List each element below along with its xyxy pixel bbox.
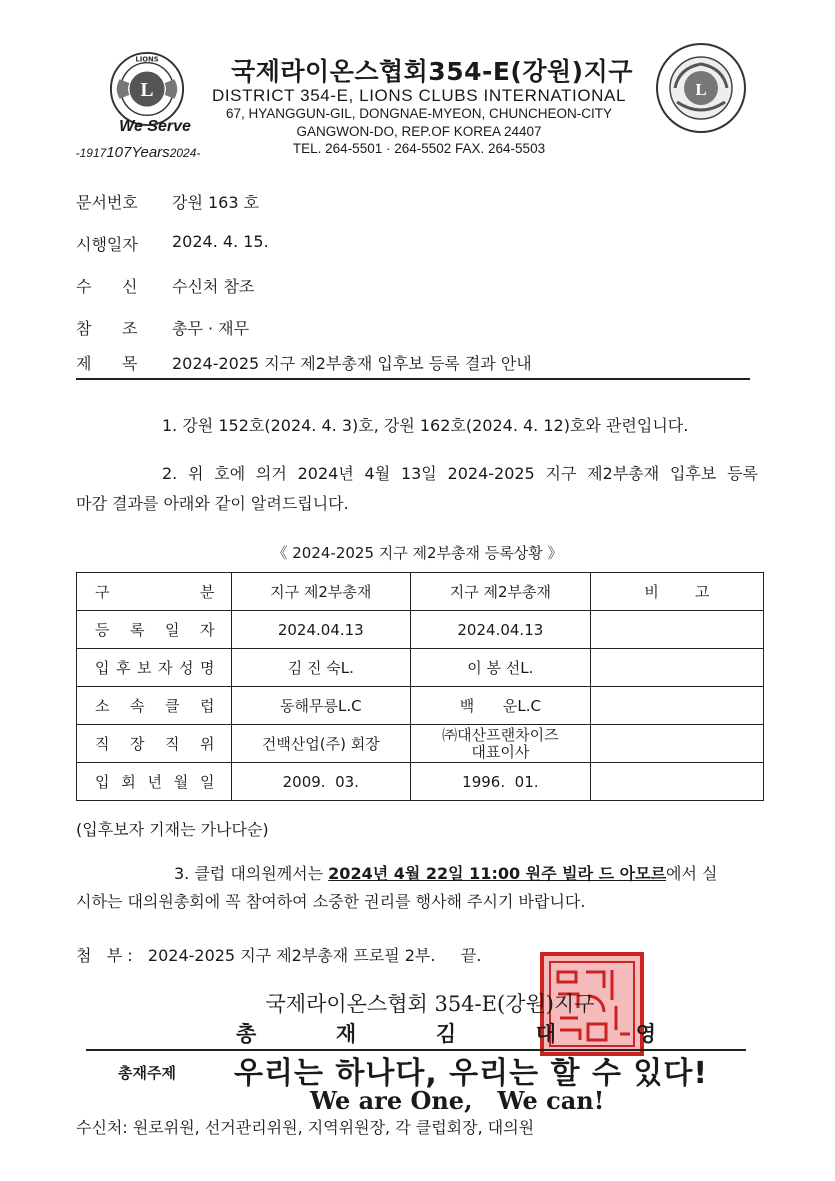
cell-remarks <box>590 649 763 687</box>
cell-value: 동해무릉L.C <box>231 687 411 725</box>
cell-value: 1996. 01. <box>411 763 591 801</box>
lions-logo-icon <box>108 50 186 128</box>
years-badge: -1917107Years2024- <box>75 144 201 161</box>
motto-korean: 우리는 하나다, 우리는 할 수 있다! <box>234 1056 709 1091</box>
attachment-line: 첨 부 : 2024-2025 지구 제2부총재 프로필 2부. 끝. <box>76 946 482 965</box>
org-title-english: DISTRICT 354-E, LIONS CLUBS INTERNATIONAL <box>211 86 627 105</box>
motto-english: We are One, We can! <box>310 1086 605 1115</box>
org-title-korean: 국제라이온스협회354-E(강원)지구 <box>231 57 633 86</box>
doc-number-value: 강원 163 호 <box>172 193 260 212</box>
table-row <box>77 611 764 649</box>
table-note: (입후보자 기재는 가나다순) <box>76 820 269 839</box>
motto-label: 총재주제 <box>118 1064 176 1082</box>
doc-number-label: 문서번호 <box>76 193 138 212</box>
cell-remarks <box>590 611 763 649</box>
reference-value: 총무 · 재무 <box>172 319 250 338</box>
reference-label: 참 조 <box>76 319 138 338</box>
svg-text:L: L <box>140 79 154 101</box>
address-line-1: 67, HYANGGUN-GIL, DONGNAE-MYEON, CHUNCHEON-CITY <box>225 106 613 121</box>
header-category: 구 분 <box>95 583 215 601</box>
cell-value: 이 봉 선L. <box>411 649 591 687</box>
recipient-label: 수 신 <box>76 277 138 296</box>
table-row <box>77 687 764 725</box>
meeting-details: 2024년 4월 22일 11:00 원주 빌라 드 아모르 <box>328 864 667 883</box>
header-candidate-1: 지구 제2부총재 <box>231 573 411 611</box>
header-remarks: 비 고 <box>644 583 710 601</box>
paragraph-3-line-1: 3. 클럽 대의원께서는 2024년 4월 22일 11:00 원주 빌라 드 아모르에서 실 <box>174 864 718 883</box>
table-row <box>77 725 764 763</box>
subject-divider <box>76 378 750 380</box>
table-header-row <box>77 573 764 611</box>
paragraph-2-line-1: 2. 위 호에 의거 2024년 4월 13일 2024-2025 지구 제2부총재 입후보 등록 <box>162 464 758 483</box>
cell-remarks <box>590 763 763 801</box>
recipients-list: 수신처: 원로위원, 선거관리위원, 지역위원장, 각 클럽회장, 대의원 <box>76 1118 535 1137</box>
header-candidate-2: 지구 제2부총재 <box>411 573 591 611</box>
paragraph-1: 1. 강원 152호(2024. 4. 3)호, 강원 162호(2024. 4. 12)호와 관련입니다. <box>162 416 689 435</box>
subject-value: 2024-2025 지구 제2부총재 입후보 등록 결과 안내 <box>172 354 532 373</box>
district-emblem-icon <box>655 42 747 134</box>
issue-date-value: 2024. 4. 15. <box>172 232 269 251</box>
recipient-value: 수신처 참조 <box>172 277 255 296</box>
table-caption: 《 2024-2025 지구 제2부총재 등록상황 》 <box>272 544 563 562</box>
address-line-2: GANGWON-DO, REP.OF KOREA 24407 <box>296 124 542 139</box>
cell-remarks <box>590 725 763 763</box>
cell-value: 2024.04.13 <box>411 611 591 649</box>
signature-governor-name: 총 재 김 대 영 <box>236 1021 656 1046</box>
we-serve-slogan: We Serve <box>119 118 191 135</box>
cell-value: 김 진 숙L. <box>231 649 411 687</box>
signature-organization: 국제라이온스협회 354-E(강원)지구 <box>265 992 595 1016</box>
cell-value: 건백산업(주) 회장 <box>231 725 411 763</box>
cell-value: 백 운L.C <box>411 687 591 725</box>
row-label-join-date: 입 회 년 월 일 <box>95 773 215 791</box>
svg-text:L: L <box>695 80 707 99</box>
subject-label: 제 목 <box>76 354 138 373</box>
row-label-registration-date: 등 록 일 자 <box>95 621 215 639</box>
cell-remarks <box>590 687 763 725</box>
registration-status-table <box>76 572 764 801</box>
paragraph-2-line-2: 마감 결과를 아래와 같이 알려드립니다. <box>76 494 349 513</box>
cell-value: 2024.04.13 <box>231 611 411 649</box>
cell-value: 2009. 03. <box>231 763 411 801</box>
row-label-candidate-name: 입 후 보 자 성 명 <box>95 659 215 677</box>
paragraph-3-line-2: 시하는 대의원총회에 꼭 참여하여 소중한 권리를 행사해 주시기 바랍니다. <box>76 892 586 911</box>
issue-date-label: 시행일자 <box>76 235 138 254</box>
row-label-club: 소 속 클 럽 <box>95 697 215 715</box>
cell-value-two-line: ㈜대산프랜차이즈 대표이사 <box>442 725 559 761</box>
table-row <box>77 649 764 687</box>
phone-fax-line: TEL. 264-5501 · 264-5502 FAX. 264-5503 <box>292 141 546 156</box>
row-label-occupation: 직 장 직 위 <box>95 735 215 753</box>
svg-text:LIONS: LIONS <box>135 55 159 64</box>
table-row <box>77 763 764 801</box>
